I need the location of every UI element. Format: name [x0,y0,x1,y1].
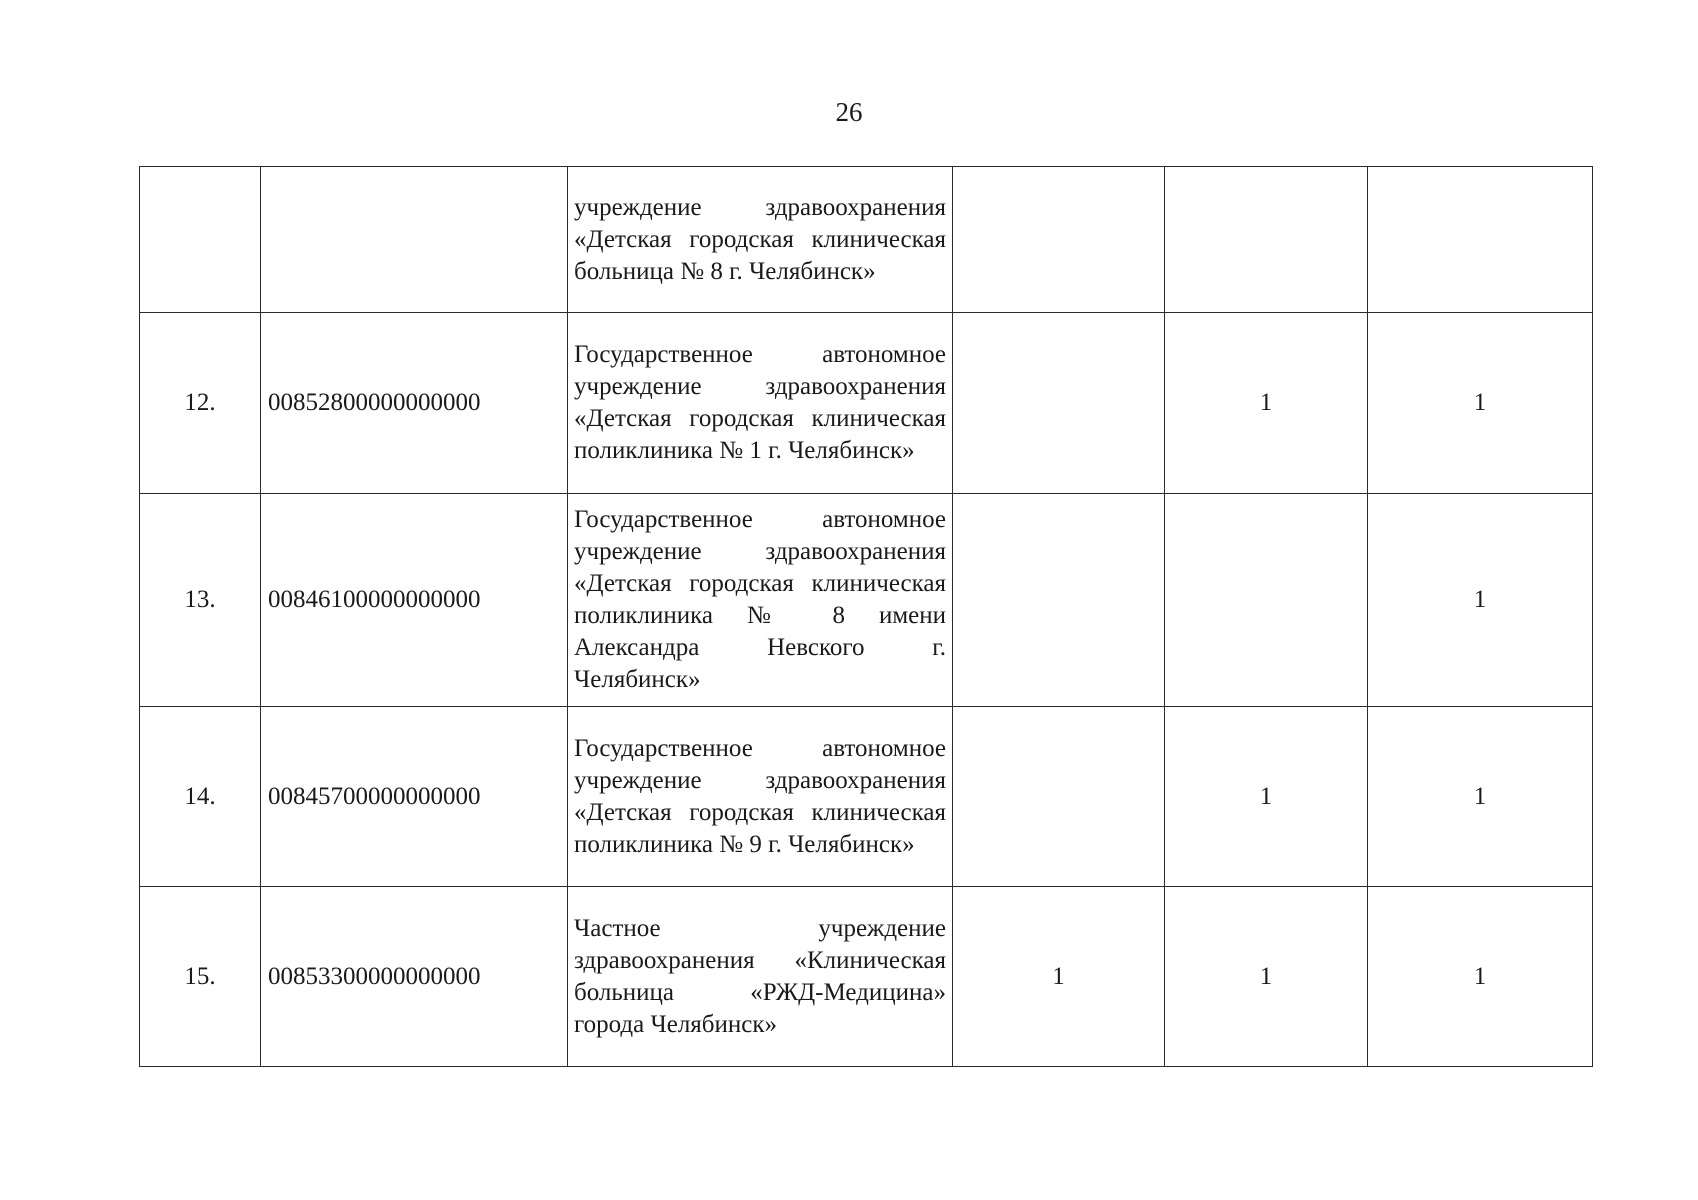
table-row [140,494,1593,707]
value-cell-c: 1 [1368,313,1593,494]
institution-name: Государственное автономное учреждение здравоохранения «Детская городская клиническая поликлиника № 1 г. Челябинск» [574,341,946,464]
value-cell-b: 1 [1165,887,1368,1067]
table-row [140,167,1593,313]
institution-name-cell [568,707,953,887]
registry-code-cell: 00853300000000000 [261,887,568,1067]
value-cell-a [953,707,1165,887]
row-number-cell: 13. [140,494,261,707]
table-row [140,707,1593,887]
table-row [140,313,1593,494]
value-cell-c: 1 [1368,494,1593,707]
registry-code-cell [261,167,568,313]
value-cell-b [1165,494,1368,707]
institution-name-cell [568,167,953,313]
row-number-cell: 14. [140,707,261,887]
institution-name: Государственное автономное учреждение здравоохранения «Детская городская клиническая поликлиника № 8 имени Александра Невского г. Челябинск» [574,506,946,693]
row-number-cell [140,167,261,313]
row-number-cell: 15. [140,887,261,1067]
row-number-cell: 12. [140,313,261,494]
registry-table [139,166,1593,1067]
page-number: 26 [835,97,863,127]
institution-name: учреждение здравоохранения «Детская городская клиническая больница № 8 г. Челябинск» [574,193,946,285]
table-row [140,887,1593,1067]
value-cell-a [953,494,1165,707]
registry-code-cell: 00852800000000000 [261,313,568,494]
value-cell-a [953,313,1165,494]
value-cell-a: 1 [953,887,1165,1067]
institution-name-cell [568,313,953,494]
value-cell-b: 1 [1165,707,1368,887]
value-cell-c: 1 [1368,887,1593,1067]
value-cell-b [1165,167,1368,313]
institution-name-cell [568,494,953,707]
registry-code-cell: 00846100000000000 [261,494,568,707]
institution-name-cell [568,887,953,1067]
institution-name: Государственное автономное учреждение здравоохранения «Детская городская клиническая поликлиника № 9 г. Челябинск» [574,734,946,858]
value-cell-b: 1 [1165,313,1368,494]
value-cell-c: 1 [1368,707,1593,887]
value-cell-a [953,167,1165,313]
registry-table-body [140,167,1593,1067]
value-cell-c [1368,167,1593,313]
institution-name: Частное учреждение здравоохранения «Клиническая больница «РЖД-Медицина» города Челябинск» [574,914,946,1038]
registry-code-cell: 00845700000000000 [261,707,568,887]
